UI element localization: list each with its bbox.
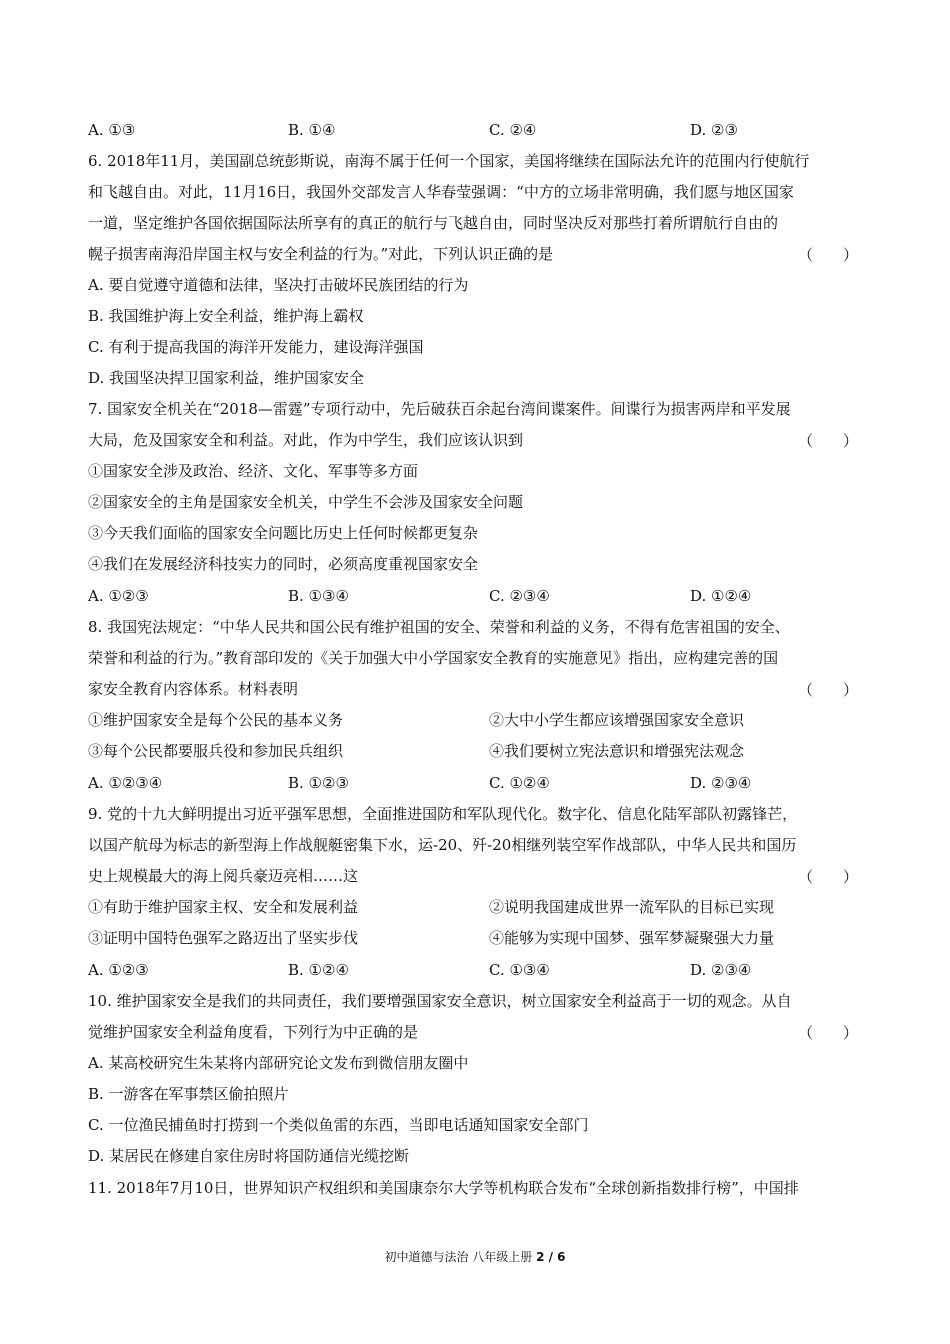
q6-answer-paren: （ ）: [798, 246, 859, 264]
q8-item-2: ②大中小学生都应该增强国家安全意识: [489, 711, 745, 729]
q9-stem-line-1: 9. 党的十九大鲜明提出习近平强军思想，全面推进国防和军队现代化。数字化、信息化陆军部队初露锋芒，: [88, 805, 798, 823]
q9-stem-line-2: 以国产航母为标志的新型海上作战舰艇密集下水，运-20、歼-20相继列装空军作战部队，中华人民共和国历: [88, 836, 797, 854]
q9-option-a: A. ①②③: [88, 961, 149, 979]
q6-stem-line-4: 幌子损害南海沿岸国主权与安全利益的行为。”对此，下列认识正确的是: [88, 245, 554, 263]
q7-option-b: B. ①③④: [288, 587, 349, 605]
q10-option-b: B. 一游客在军事禁区偷拍照片: [88, 1085, 289, 1103]
q9-stem-line-3: 史上规模最大的海上阅兵豪迈亮相……这: [88, 867, 359, 885]
q5-option-c: C. ②④: [489, 121, 537, 139]
q8-item-1: ①维护国家安全是每个公民的基本义务: [88, 711, 344, 729]
q6-stem-line-2: 和飞越自由。对此，11月16日，我国外交部发言人华春莹强调：“中方的立场非常明确，我们愿与地区国家: [88, 183, 794, 201]
q7-item-4: ④我们在发展经济科技实力的同时，必须高度重视国家安全: [88, 555, 479, 573]
q7-stem-line-2: 大局，危及国家安全和利益。对此，作为中学生，我们应该认识到: [88, 431, 524, 449]
q7-answer-paren: （ ）: [798, 432, 859, 450]
q6-option-b: B. 我国维护海上安全利益，维护海上霸权: [88, 307, 364, 325]
footer-course: 初中道德与法治 八年级上册: [384, 1250, 537, 1264]
q10-stem-line-1: 10. 维护国家安全是我们的共同责任，我们要增强国家安全意识，树立国家安全利益高于一切的观念。从自: [88, 992, 792, 1010]
q7-option-c: C. ②③④: [489, 587, 550, 605]
q8-option-a: A. ①②③④: [88, 774, 163, 792]
q10-option-c: C. 一位渔民捕鱼时打捞到一个类似鱼雷的东西，当即电话通知国家安全部门: [88, 1116, 589, 1134]
q7-item-3: ③今天我们面临的国家安全问题比历史上任何时候都更复杂: [88, 524, 479, 542]
q7-item-1: ①国家安全涉及政治、经济、文化、军事等多方面: [88, 462, 419, 480]
q8-answer-paren: （ ）: [798, 681, 859, 699]
q5-option-a: A. ①③: [88, 121, 136, 139]
q8-stem-line-3: 家安全教育内容体系。材料表明: [88, 680, 299, 698]
q6-option-c: C. 有利于提高我国的海洋开发能力，建设海洋强国: [88, 338, 424, 356]
q9-option-d: D. ②③④: [690, 961, 752, 979]
q9-item-4: ④能够为实现中国梦、强军梦凝聚强大力量: [489, 929, 775, 947]
q7-stem-line-1: 7. 国家安全机关在“2018—雷霆”专项行动中，先后破获百余起台湾间谍案件。间谍行为损害两岸和平发展: [88, 400, 791, 418]
q8-stem-line-1: 8. 我国宪法规定：“中华人民共和国公民有维护祖国的安全、荣誉和利益的义务，不得有危害祖国的安全、: [88, 618, 790, 636]
q10-option-d: D. 某居民在修建自家住房时将国防通信光缆挖断: [88, 1147, 410, 1165]
q8-option-d: D. ②③④: [690, 774, 752, 792]
q9-option-c: C. ①③④: [489, 961, 550, 979]
q6-option-d: D. 我国坚决捍卫国家利益，维护国家安全: [88, 369, 365, 387]
q7-item-2: ②国家安全的主角是国家安全机关，中学生不会涉及国家安全问题: [88, 493, 524, 511]
q5-option-d: D. ②③: [690, 121, 738, 139]
q10-option-a: A. 某高校研究生朱某将内部研究论文发布到微信朋友圈中: [88, 1054, 469, 1072]
q6-stem-line-1: 6. 2018年11月，美国副总统彭斯说，南海不属于任何一个国家，美国将继续在国际法允许的范围内行使航行: [88, 152, 810, 170]
q9-item-2: ②说明我国建成世界一流军队的目标已实现: [489, 898, 775, 916]
q8-item-3: ③每个公民都要服兵役和参加民兵组织: [88, 742, 344, 760]
footer-page-number: 2 / 6: [536, 1250, 566, 1264]
q5-option-b: B. ①④: [288, 121, 336, 139]
q7-option-a: A. ①②③: [88, 587, 149, 605]
q8-item-4: ④我们要树立宪法意识和增强宪法观念: [489, 742, 745, 760]
page-footer: [0, 1248, 950, 1265]
q8-option-c: C. ①②④: [489, 774, 550, 792]
q8-stem-line-2: 荣誉和利益的行为。”教育部印发的《关于加强大中小学国家安全教育的实施意见》指出，应构建完善的国: [88, 649, 779, 667]
q7-option-d: D. ①②④: [690, 587, 752, 605]
q9-option-b: B. ①②④: [288, 961, 349, 979]
q10-answer-paren: （ ）: [798, 1024, 859, 1042]
q6-option-a: A. 要自觉遵守道德和法律，坚决打击破坏民族团结的行为: [88, 276, 469, 294]
q11-stem-line-1: 11. 2018年7月10日，世界知识产权组织和美国康奈尔大学等机构联合发布“全球创新指数排行榜”，中国排: [88, 1179, 799, 1197]
q9-answer-paren: （ ）: [798, 868, 859, 886]
q8-option-b: B. ①②③: [288, 774, 349, 792]
q10-stem-line-2: 觉维护国家安全利益角度看，下列行为中正确的是: [88, 1023, 419, 1041]
q6-stem-line-3: 一道，坚定维护各国依据国际法所享有的真正的航行与飞越自由，同时坚决反对那些打着所谓航行自由的: [88, 214, 779, 232]
q9-item-1: ①有助于维护国家主权、安全和发展利益: [88, 898, 359, 916]
q9-item-3: ③证明中国特色强军之路迈出了坚实步伐: [88, 929, 359, 947]
